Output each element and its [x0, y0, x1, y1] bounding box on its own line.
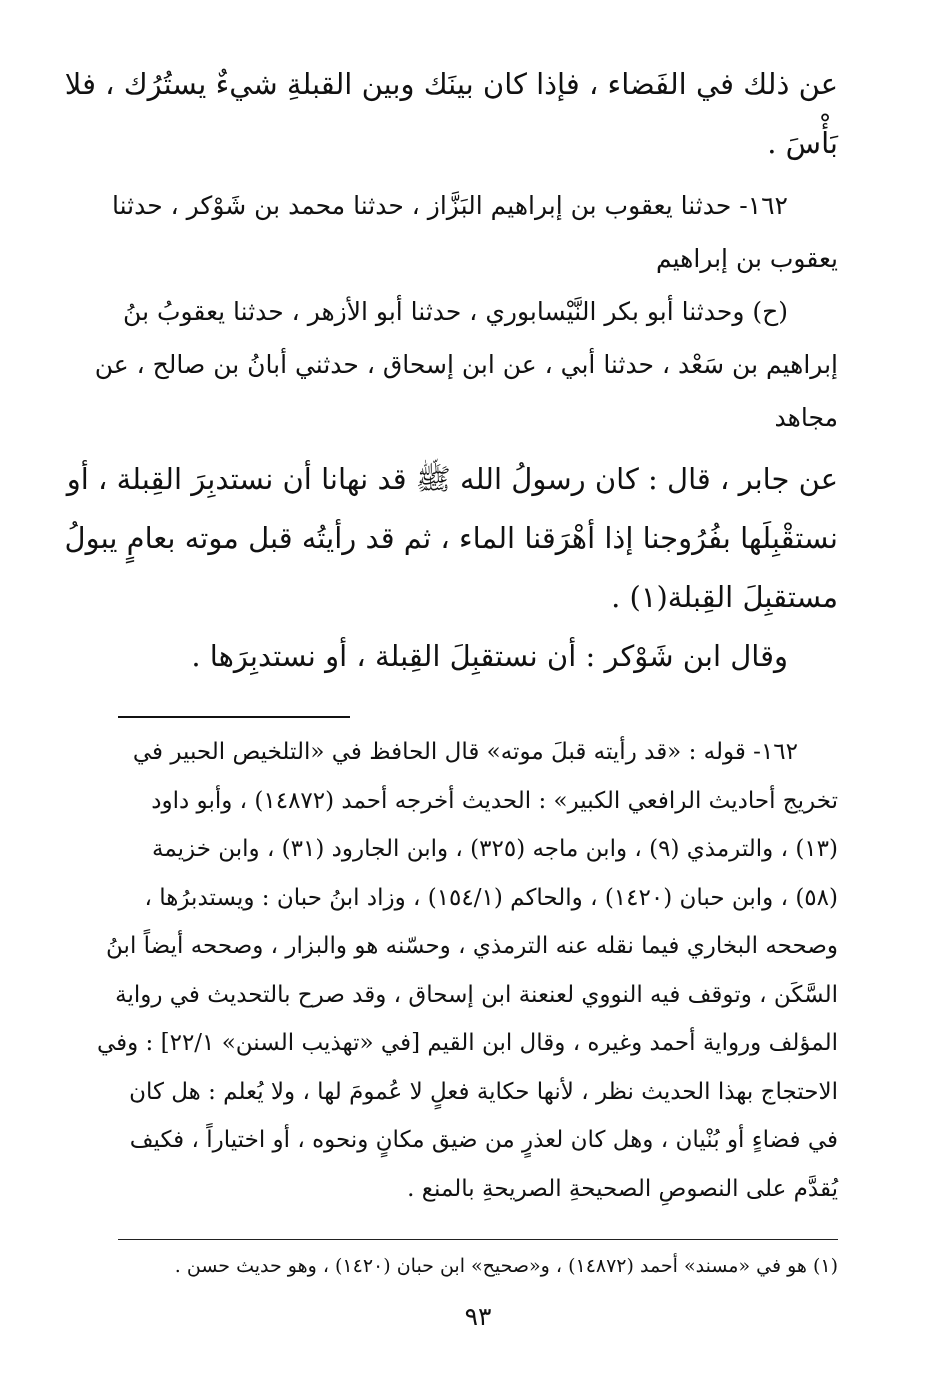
main-text-line: عن ذلك في الفَضاء ، فإذا كان بينَك وبين القبلةِ شيءٌ يستُرُك ، فلا	[64, 67, 838, 101]
commentary-line: (٥٨) ، وابن حبان (١٤٢٠) ، والحاكم (١٥٤/١) ، وزاد ابنُ حبان : ويستدبرُها ،	[144, 884, 838, 911]
commentary-line: ١٦٢- قوله : «قد رأيته قبلَ موته» قال الحافظ في «التلخيص الحبير في	[132, 739, 798, 765]
main-text-line: بَأْسَ .	[767, 126, 838, 160]
commentary-line: في فضاءٍ أو بُنْيان ، وهل كان لعذرٍ من ضيق مكانٍ ونحوه ، أو اختياراً ، فكيف	[129, 1127, 838, 1153]
hadith-text-line: عن جابر ، قال : كان رسولُ الله ﷺ قد نهانا أن نستدبِرَ القِبلة ، أو	[66, 462, 838, 496]
hadith-chain-line: يعقوب بن إبراهيم	[655, 244, 838, 273]
hadith-chain-line: (ح) وحدثنا أبو بكر النَّيْسابوري ، حدثنا أبو الأزهر ، حدثنا يعقوبُ بنُ	[123, 297, 788, 326]
hadith-text-line: مستقبِلَ القِبلة(١) .	[611, 580, 838, 614]
commentary-line: الاحتجاج بهذا الحديث نظر ، لأنها حكاية فعلٍ لا عُمومَ لها ، ولا يُعلم : هل كان	[129, 1078, 838, 1105]
book-page	[64, 55, 838, 1331]
commentary-line: وصححه البخاري فيما نقله عنه الترمذي ، وحسّنه هو والبزار ، وصححه أيضاً ابنُ	[106, 933, 838, 959]
hadith-chain-line: ١٦٢- حدثنا يعقوب بن إبراهيم البَزَّاز ، حدثنا محمد بن شَوْكر ، حدثنا	[111, 191, 788, 220]
commentary-separator	[118, 716, 350, 718]
commentary-block	[96, 728, 838, 1213]
footnote: (١) هو في «مسند» أحمد (١٤٨٧٢) ، و«صحيح» ابن حبان (١٤٢٠) ، وهو حديث حسن .	[174, 1255, 838, 1277]
page-number: ٩٣	[464, 1302, 492, 1331]
hadith-text-line: نستقْبِلَها بفُرُوجنا إذا أهْرَقنا الماء ، ثم قد رأيتُه قبل موته بعامٍ يبولُ	[64, 521, 838, 555]
hadith-chain-line: إبراهيم بن سَعْد ، حدثنا أبي ، عن ابن إسحاق ، حدثني أبانُ بن صالح ، عن	[94, 350, 838, 379]
commentary-line: تخريج أحاديث الرافعي الكبير» : الحديث أخرجه أحمد (١٤٨٧٢) ، وأبو داود	[151, 787, 838, 814]
commentary-line: المؤلف ورواية أحمد وغيره ، وقال ابن القيم [في «تهذيب السنن» ٢٢/١] : وفي	[96, 1030, 838, 1056]
commentary-line: يُقدَّم على النصوصِ الصحيحةِ الصريحةِ بالمنع .	[407, 1175, 838, 1202]
footnote-separator	[118, 1239, 838, 1240]
hadith-chain-line: مجاهد	[774, 403, 838, 432]
main-text	[64, 55, 838, 686]
commentary-line: السَّكَن ، وتوقف فيه النووي لعنعنة ابن إسحاق ، وقد صرح بالتحديث في رواية	[115, 981, 838, 1008]
variant-wording-line: وقال ابن شَوْكر : أن نستقبِلَ القِبلة ، أو نستدبِرَها .	[191, 639, 788, 673]
commentary-line: (١٣) ، والترمذي (٩) ، وابن ماجه (٣٢٥) ، وابن الجارود (٣١) ، وابن خزيمة	[151, 836, 838, 862]
